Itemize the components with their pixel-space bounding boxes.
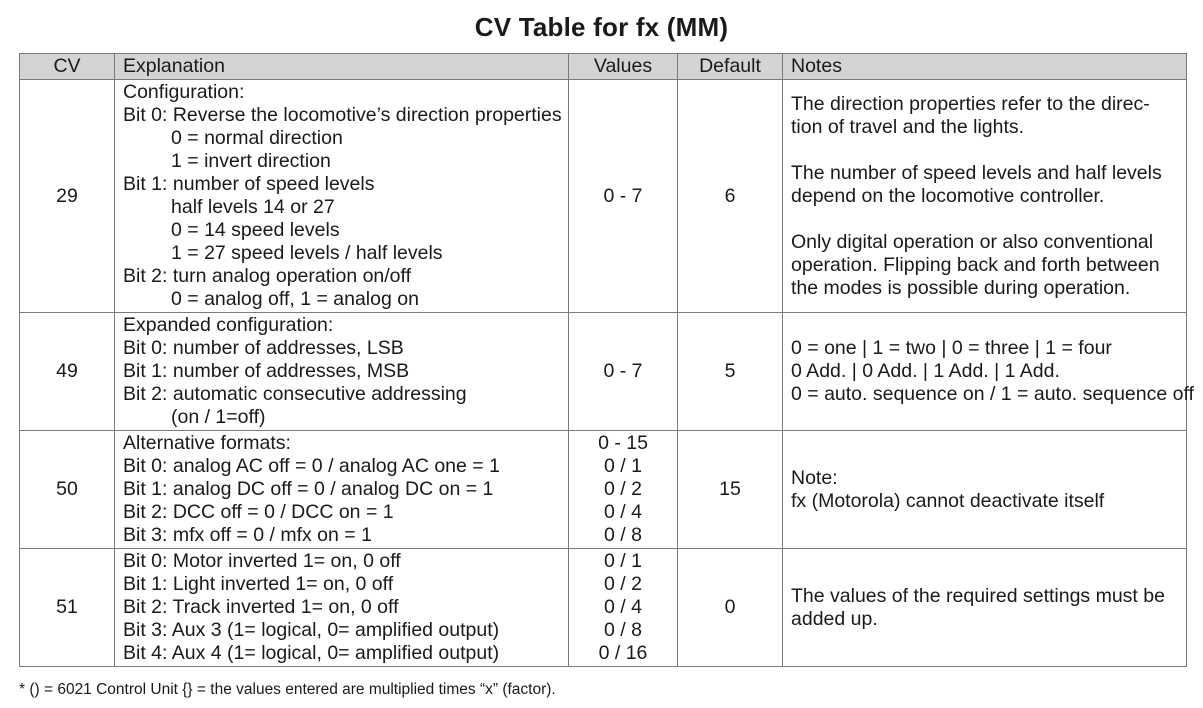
note-line: 0 = one | 1 = two | 0 = three | 1 = four: [791, 337, 1112, 359]
default-value: 15: [678, 431, 783, 549]
explanation-line: (on / 1=off): [171, 406, 266, 428]
default-value: 6: [678, 80, 783, 313]
explanation-line: Bit 0: analog AC off = 0 / analog AC one = 1: [123, 455, 500, 477]
header-values: Values: [569, 54, 678, 80]
values-cell: [569, 80, 678, 313]
notes-cell: [783, 313, 1194, 431]
explanation-cell: [115, 80, 569, 313]
note-line: The number of speed levels and half levels: [791, 161, 1162, 184]
value-entry: 0 / 2: [604, 478, 642, 500]
footnote: * () = 6021 Control Unit {} = the values entered are multiplied times “x” (factor).: [19, 681, 556, 698]
table-row: [20, 549, 1187, 667]
explanation-line: 0 = analog off, 1 = analog on: [171, 288, 419, 310]
explanation-line: Bit 1: analog DC off = 0 / analog DC on = 1: [123, 478, 494, 500]
note-line: The values of the required settings must be: [791, 584, 1165, 607]
note-paragraph: [791, 231, 1178, 300]
table-row: [20, 80, 1187, 313]
note-line: the modes is possible during operation.: [791, 276, 1131, 299]
note-line: 0 Add. | 0 Add. | 1 Add. | 1 Add.: [791, 360, 1060, 382]
value-entry: 0 / 1: [604, 455, 642, 477]
note-line: added up.: [791, 607, 878, 630]
explanation-line: Bit 2: turn analog operation on/off: [123, 265, 412, 287]
explanation-cell: [115, 549, 569, 667]
default-value: 5: [678, 313, 783, 431]
cv-number: 50: [20, 431, 115, 549]
explanation-line: Bit 3: Aux 3 (1= logical, 0= amplified output): [123, 619, 500, 641]
note-line: depend on the locomotive controller.: [791, 184, 1105, 207]
note-line: tion of travel and the lights.: [791, 115, 1025, 138]
default-value: 0: [678, 549, 783, 667]
note-paragraph: [791, 585, 1178, 631]
explanation-line: Bit 2: Track inverted 1= on, 0 off: [123, 596, 399, 618]
notes-cell: [783, 549, 1187, 667]
note-line: Note:: [791, 466, 838, 489]
values-cell: [569, 431, 678, 549]
note-line: fx (Motorola) cannot deactivate itself: [791, 489, 1105, 512]
table-header-row: [20, 54, 1187, 80]
explanation-line: Bit 1: number of addresses, MSB: [123, 360, 410, 382]
value-entry: 0 - 7: [603, 184, 643, 207]
explanation-line: Bit 2: DCC off = 0 / DCC on = 1: [123, 501, 394, 523]
header-explanation: Explanation: [115, 54, 569, 80]
table-title: CV Table for fx (MM): [474, 12, 729, 42]
note-paragraph: [791, 467, 1178, 513]
cv-table: [19, 53, 1194, 667]
explanation-line: Bit 0: number of addresses, LSB: [123, 337, 404, 359]
table-body: [20, 80, 1194, 667]
explanation-line: 1 = 27 speed levels / half levels: [171, 242, 443, 264]
values-cell: [569, 313, 678, 431]
value-entry: 0 / 4: [604, 596, 642, 618]
value-entry: 0 / 4: [604, 501, 642, 523]
explanation-line: Alternative formats:: [123, 432, 291, 454]
note-line: 0 = auto. sequence on / 1 = auto. sequence off: [791, 383, 1194, 405]
explanation-line: Bit 1: Light inverted 1= on, 0 off: [123, 573, 394, 595]
explanation-line: 0 = 14 speed levels: [171, 219, 340, 241]
note-line: The direction properties refer to the direc-: [791, 92, 1150, 115]
value-entry: 0 / 1: [604, 550, 642, 572]
table-row: [20, 313, 1187, 431]
value-entry: 0 - 15: [598, 432, 648, 454]
explanation-line: Expanded configuration:: [123, 314, 334, 336]
explanation-line: half levels 14 or 27: [171, 196, 335, 218]
explanation-line: Bit 4: Aux 4 (1= logical, 0= amplified output): [123, 642, 500, 664]
cv-number: 49: [20, 313, 115, 431]
explanation-line: Bit 1: number of speed levels: [123, 173, 375, 195]
notes-cell: [783, 80, 1187, 313]
value-entry: 0 - 7: [603, 360, 643, 382]
notes-cell: [783, 431, 1187, 549]
explanation-line: Bit 0: Reverse the locomotive’s direction properties: [123, 104, 562, 126]
note-line: operation. Flipping back and forth between: [791, 253, 1160, 276]
explanation-line: Bit 3: mfx off = 0 / mfx on = 1: [123, 524, 372, 546]
header-cv: CV: [20, 54, 115, 80]
values-cell: [569, 549, 678, 667]
value-entry: 0 / 8: [604, 619, 642, 641]
note-paragraph: [791, 337, 1194, 406]
explanation-cell: [115, 313, 569, 431]
value-entry: 0 / 2: [604, 573, 642, 595]
explanation-line: Configuration:: [123, 81, 245, 103]
cv-number: 29: [20, 80, 115, 313]
note-paragraph: [791, 93, 1178, 139]
table-row: [20, 431, 1187, 549]
explanation-line: 1 = invert direction: [171, 150, 331, 172]
explanation-cell: [115, 431, 569, 549]
header-default: Default: [678, 54, 783, 80]
note-line: Only digital operation or also conventional: [791, 230, 1154, 253]
cv-number: 51: [20, 549, 115, 667]
value-entry: 0 / 16: [598, 642, 648, 664]
explanation-line: 0 = normal direction: [171, 127, 343, 149]
explanation-line: Bit 0: Motor inverted 1= on, 0 off: [123, 550, 401, 572]
explanation-line: Bit 2: automatic consecutive addressing: [123, 383, 467, 405]
header-notes: Notes: [783, 54, 1187, 80]
note-paragraph: [791, 162, 1178, 208]
value-entry: 0 / 8: [604, 524, 642, 546]
